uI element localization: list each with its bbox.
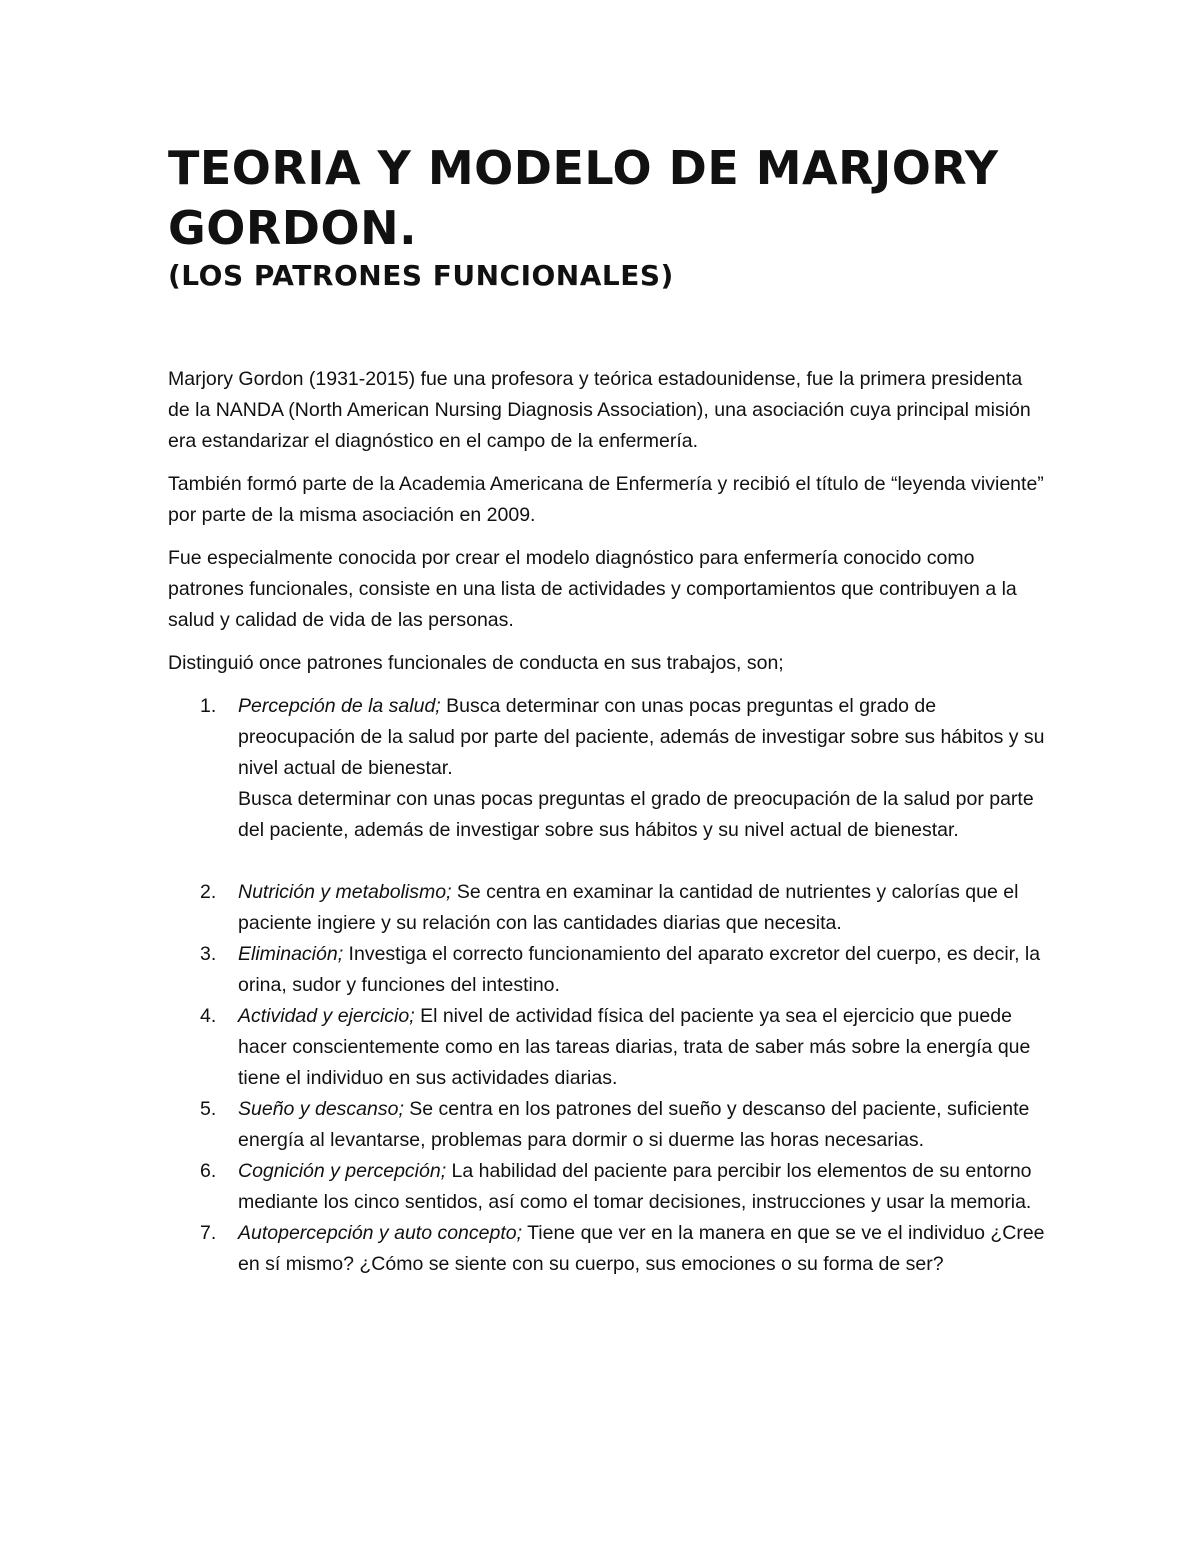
list-item [168, 1001, 1048, 1094]
paragraph-academy: También formó parte de la Academia Americana de Enfermería y recibió el título de “leyenda viviente” por parte de la misma asociación en 2009. [168, 473, 1044, 526]
list-item [168, 1156, 1048, 1218]
list-item-number: 1. [200, 695, 217, 717]
list-item-number: 4. [200, 1005, 217, 1027]
list-item-text: El nivel de actividad física del paciente ya sea el ejercicio que puede hacer conscientemente como en las tareas diarias, trata de saber más sobre la energía que tiene el individuo en sus actividades diarias. [238, 1005, 1031, 1089]
list-item-name: Nutrición y metabolismo; [238, 881, 452, 903]
list-item-number: 3. [200, 943, 217, 965]
list-item-number: 6. [200, 1160, 217, 1182]
list-item [168, 691, 1048, 846]
document-subtitle: (LOS PATRONES FUNCIONALES) [168, 259, 674, 292]
list-item [168, 1094, 1048, 1156]
list-item [168, 877, 1048, 939]
list-item-extra: Busca determinar con unas pocas preguntas el grado de preocupación de la salud por parte del paciente, además de investigar sobre sus hábitos y su nivel actual de bienestar. [238, 788, 1034, 841]
document-page [168, 138, 1048, 1280]
list-item [168, 939, 1048, 1001]
list-item-text: Tiene que ver en la manera en que se ve el individuo ¿Cree en sí mismo? ¿Cómo se siente con su cuerpo, sus emociones o su forma de ser? [238, 1222, 1045, 1275]
list-item-number: 7. [200, 1222, 217, 1244]
patterns-list [168, 691, 1048, 1280]
list-item-name: Actividad y ejercicio; [238, 1005, 415, 1027]
list-item-number: 5. [200, 1098, 217, 1120]
document-title: TEORIA Y MODELO DE MARJORY GORDON. [168, 141, 999, 255]
list-item-text: Investiga el correcto funcionamiento del aparato excretor del cuerpo, es decir, la orina, sudor y funciones del intestino. [238, 943, 1041, 996]
list-item [168, 1218, 1048, 1280]
list-item-name: Autopercepción y auto concepto; [238, 1222, 523, 1244]
list-item-name: Cognición y percepción; [238, 1160, 447, 1182]
document-body [168, 364, 1048, 1280]
list-item-text: Busca determinar con unas pocas preguntas el grado de preocupación de la salud por parte del paciente, además de investigar sobre sus hábitos y su nivel actual de bienestar. [238, 695, 1045, 779]
list-item-name: Sueño y descanso; [238, 1098, 404, 1120]
list-item-text: Se centra en examinar la cantidad de nutrientes y calorías que el paciente ingiere y su relación con las cantidades diarias que necesita. [238, 881, 1019, 934]
list-item-text: Se centra en los patrones del sueño y descanso del paciente, suficiente energía al levantarse, problemas para dormir o si duerme las horas necesarias. [238, 1098, 1030, 1151]
paragraph-model: Fue especialmente conocida por crear el modelo diagnóstico para enfermería conocido como patrones funcionales, consiste en una lista de actividades y comportamientos que contribuyen a la salud y calidad de vida de las personas. [168, 547, 1017, 631]
list-item-name: Percepción de la salud; [238, 695, 441, 717]
list-item-number: 2. [200, 881, 217, 903]
list-item-name: Eliminación; [238, 943, 344, 965]
paragraph-list-intro: Distinguió once patrones funcionales de conducta en sus trabajos, son; [168, 652, 784, 674]
list-item-text: La habilidad del paciente para percibir los elementos de su entorno mediante los cinco sentidos, así como el tomar decisiones, instrucciones y usar la memoria. [238, 1160, 1032, 1213]
paragraph-intro: Marjory Gordon (1931-2015) fue una profesora y teórica estadounidense, fue la primera presidenta de la NANDA (North American Nursing Diagnosis Association), una asociación cuya principal misión era estandarizar el diagnóstico en el campo de la enfermería. [168, 368, 1031, 452]
